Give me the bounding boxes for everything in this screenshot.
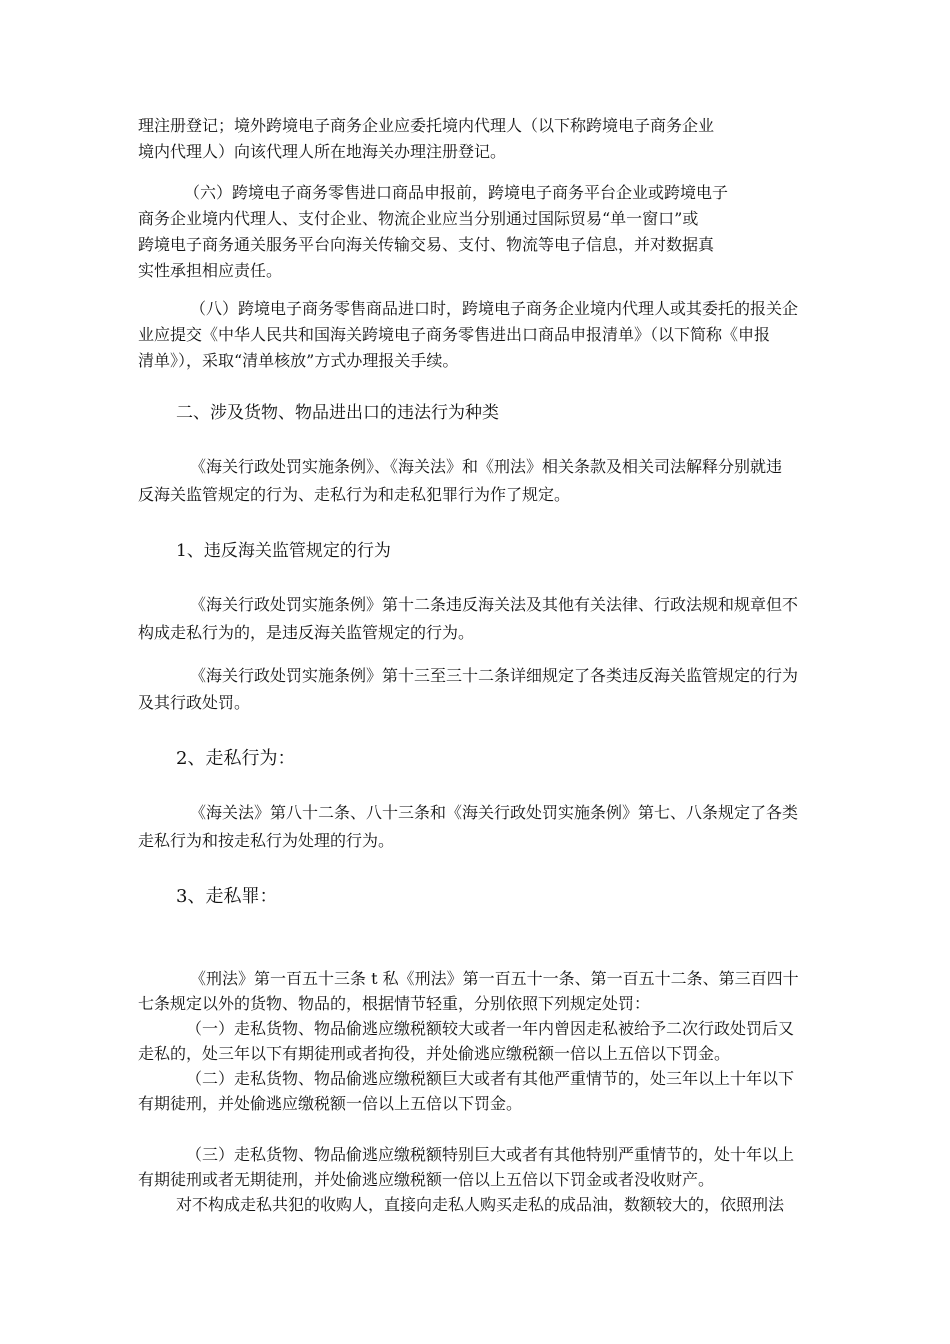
text-line: 《海关法》第八十二条、八十三条和《海关行政处罚实施条例》第七、八条规定了各类 <box>190 803 799 822</box>
text-line: 对不构成走私共犯的收购人，直接向走私人购买走私的成品油，数额较大的，依照刑法 <box>176 1195 785 1214</box>
text-line: （三）走私货物、物品偷逃应缴税额特别巨大或者有其他特别严重情节的，处十年以上 <box>186 1145 795 1164</box>
text-line: 《海关行政处罚实施条例》、《海关法》和《刑法》相关条款及相关司法解释分别就违 <box>190 457 783 476</box>
text-line: （六）跨境电子商务零售进口商品申报前，跨境电子商务平台企业或跨境电子 <box>184 183 729 202</box>
subsection-heading: 1、违反海关监管规定的行为 <box>176 541 391 561</box>
section-heading: 二、涉及货物、物品进出口的违法行为种类 <box>176 403 499 423</box>
text-line: 有期徒刑，并处偷逃应缴税额一倍以上五倍以下罚金。 <box>138 1094 523 1113</box>
text-line: 构成走私行为的，是违反海关监管规定的行为。 <box>138 623 475 642</box>
text-line: （二）走私货物、物品偷逃应缴税额巨大或者有其他严重情节的，处三年以上十年以下 <box>186 1069 795 1088</box>
text-line: 反海关监管规定的行为、走私行为和走私犯罪行为作了规定。 <box>138 485 571 504</box>
text-line: 《刑法》第一百五十三条 t 私《刑法》第一百五十一条、第一百五十二条、第三百四十 <box>190 969 799 988</box>
text-line: 《海关行政处罚实施条例》第十二条违反海关法及其他有关法律、行政法规和规章但不 <box>190 595 799 614</box>
text-line: 《海关行政处罚实施条例》第十三至三十二条详细规定了各类违反海关监管规定的行为 <box>190 666 799 685</box>
text-line: 清单》），采取“清单核放”方式办理报关手续。 <box>138 351 459 370</box>
text-line: 跨境电子商务通关服务平台向海关传输交易、支付、物流等电子信息，并对数据真 <box>138 235 715 254</box>
text-line: （一）走私货物、物品偷逃应缴税额较大或者一年内曾因走私被给予二次行政处罚后又 <box>186 1019 795 1038</box>
text-line: 业应提交《中华人民共和国海关跨境电子商务零售进出口商品申报清单》（以下简称《申报 <box>138 325 771 344</box>
text-line: （八）跨境电子商务零售商品进口时，跨境电子商务企业境内代理人或其委托的报关企 <box>190 299 799 318</box>
text-line: 有期徒刑或者无期徒刑，并处偷逃应缴税额一倍以上五倍以下罚金或者没收财产。 <box>138 1170 715 1189</box>
text-line: 实性承担相应责任。 <box>138 261 283 280</box>
text-line: 七条规定以外的货物、物品的，根据情节轻重，分别依照下列规定处罚： <box>138 994 651 1013</box>
subsection-heading: 2、走私行为： <box>176 748 296 769</box>
subsection-heading: 3、走私罪： <box>176 886 278 907</box>
text-line: 商务企业境内代理人、支付企业、物流企业应当分别通过国际贸易“单一窗口”或 <box>138 209 699 228</box>
text-line: 走私行为和按走私行为处理的行为。 <box>138 831 395 850</box>
text-line: 理注册登记；境外跨境电子商务企业应委托境内代理人（以下称跨境电子商务企业 <box>138 116 715 135</box>
text-line: 境内代理人）向该代理人所在地海关办理注册登记。 <box>138 142 507 161</box>
text-line: 走私的，处三年以下有期徒刑或者拘役，并处偷逃应缴税额一倍以上五倍以下罚金。 <box>138 1044 731 1063</box>
text-line: 及其行政处罚。 <box>138 693 251 712</box>
